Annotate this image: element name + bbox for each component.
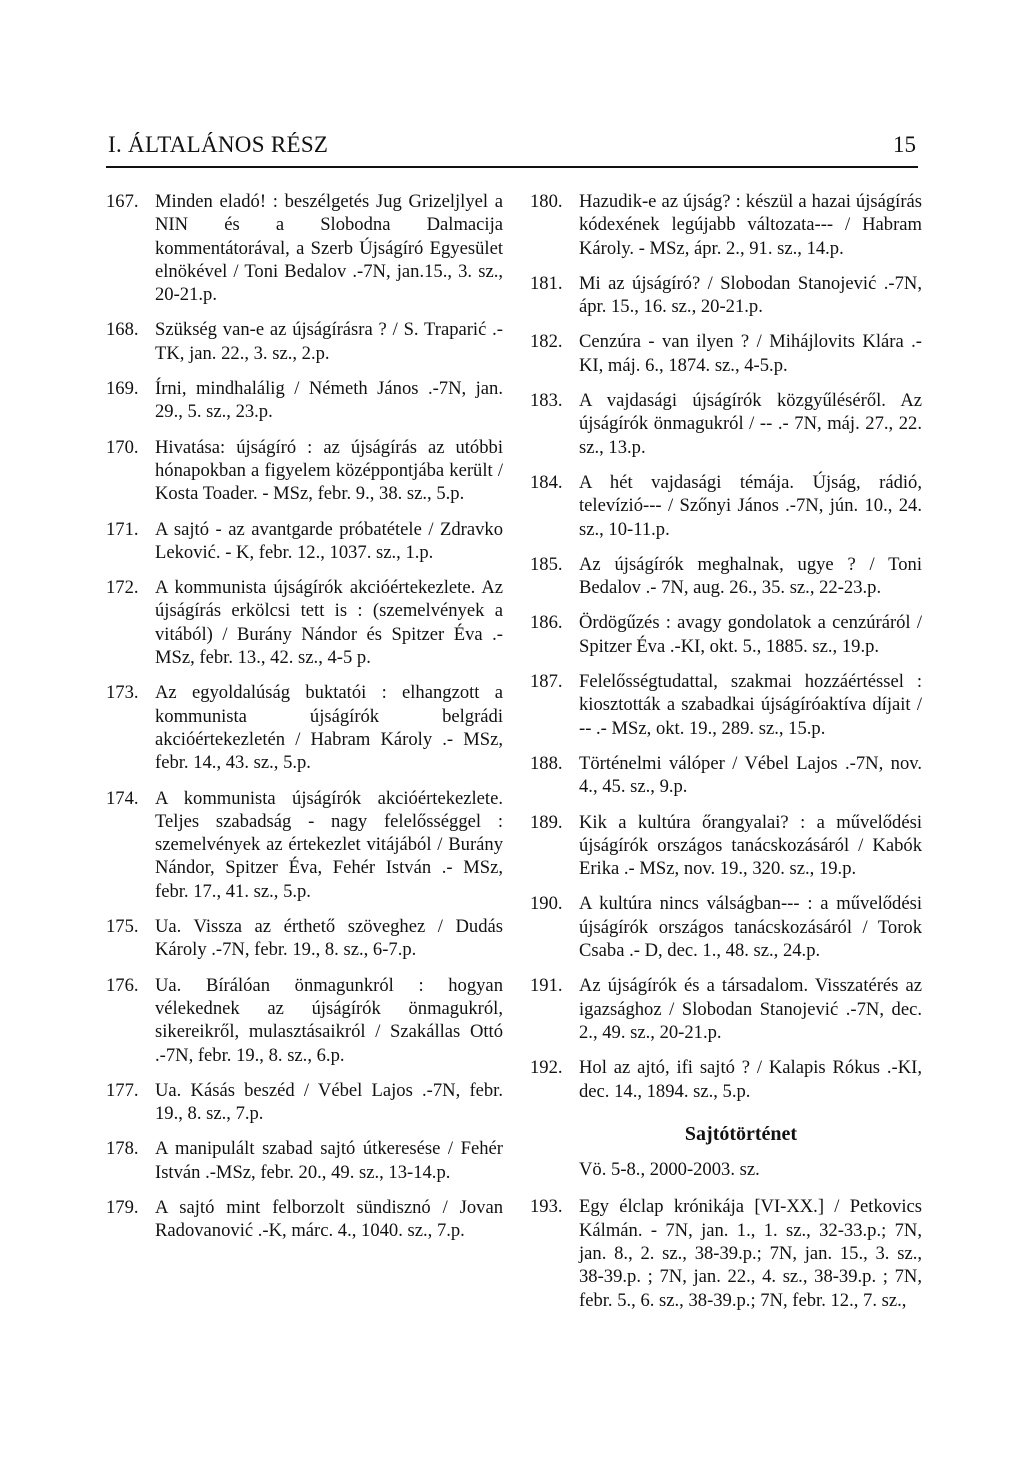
entry-number: 176.	[106, 974, 139, 996]
entry-number: 179.	[106, 1196, 139, 1218]
bibliography-entry	[106, 190, 503, 306]
bibliography-entry	[530, 1195, 922, 1311]
entry-text: A kommunista újságírók akcióértekezlete. Az újságírás erkölcsi tett is : (szemelvények a vitából) / Burány Nándor és Spitzer Éva .-MSz, febr. 13., 42. sz., 4-5 p.	[155, 577, 503, 669]
entry-text: Az újságírók és a társadalom. Visszatérés az igazsághoz / Slobodan Stanojević .-7N, dec. 2., 49. sz., 20-21.p.	[579, 975, 922, 1043]
entry-number: 182.	[530, 331, 563, 353]
entry-text: Az egyoldalúság buktatói : elhangzott a kommunista újságírók belgrádi akcióértekezletén / Habram Károly .- MSz, febr. 14., 43. sz., 5.p.	[155, 682, 503, 774]
entry-number: 190.	[530, 893, 563, 915]
entry-text: Kik a kultúra őrangyalai? : a művelődési újságírók országos tanácskozásáról / Kabók Erika .- MSz, nov. 19., 320. sz., 19.p.	[579, 811, 922, 880]
bibliography-entry	[106, 974, 503, 1067]
entry-number: 175.	[106, 916, 139, 938]
bibliography-entry	[106, 787, 503, 903]
entry-number: 187.	[530, 671, 563, 693]
entry-text: A kultúra nincs válságban--- : a művelődési újságírók országos tanácskozásáról / Torok Csaba .- D, dec. 1., 48. sz., 24.p.	[579, 893, 922, 962]
entry-text: Az újságírók meghalnak, ugye ? / Toni Bedalov .- 7N, aug. 26., 35. sz., 22-23.p.	[579, 553, 922, 599]
entry-text: Ördögűzés : avagy gondolatok a cenzúráról / Spitzer Éva .-KI, okt. 5., 1885. sz., 19.p.	[579, 612, 922, 657]
entry-number: 168.	[106, 319, 139, 341]
bibliography-entry	[530, 974, 922, 1044]
entry-number: 172.	[106, 577, 139, 599]
bibliography-entry	[530, 611, 922, 658]
bibliography-entry	[106, 318, 503, 365]
entry-number: 178.	[106, 1138, 139, 1160]
entry-text: A manipulált szabad sajtó útkeresése / Fehér István .-MSz, febr. 20., 49. sz., 13-14.p.	[155, 1138, 503, 1183]
entry-text: Történelmi válóper / Vébel Lajos .-7N, nov. 4., 45. sz., 9.p.	[579, 752, 922, 798]
entry-number: 183.	[530, 390, 563, 412]
entry-number: 184.	[530, 471, 563, 493]
bibliography-entry	[106, 576, 503, 669]
section-cross-reference: Vö. 5-8., 2000-2003. sz.	[579, 1159, 760, 1181]
bibliography-entry	[530, 471, 922, 541]
entry-number: 174.	[106, 787, 139, 809]
bibliography-entry	[530, 1056, 922, 1103]
entry-text: A sajtó - az avantgarde próbatétele / Zdravko Leković. - K, febr. 12., 1037. sz., 1.p.	[155, 518, 503, 563]
bibliography-entry	[106, 681, 503, 774]
entry-text: Felelősségtudattal, szakmai hozzáértéssel : kiosztották a szabadkai újságíróaktíva díjait / -- .- MSz, okt. 19., 289. sz., 15.p.	[579, 671, 922, 739]
bibliography-entry	[530, 670, 922, 740]
bibliography-entry	[530, 752, 922, 799]
bibliography-entry	[106, 915, 503, 962]
entry-text: Egy élclap krónikája [VI-XX.] / Petkovics Kálmán. - 7N, jan. 1., 1. sz., 32-33.p.; 7N, jan. 8., 2. sz., 38-39.p.; 7N, jan. 15., 3. sz., 38-39.p. ; 7N, jan. 22., 4. sz., 38-39.p. ; 7N, febr. 5., 6. sz., 38-39.p.; 7N, febr. 12., 7. sz.,	[579, 1196, 922, 1311]
entry-number: 181.	[530, 272, 563, 294]
entry-number: 189.	[530, 811, 563, 833]
entry-text: Minden eladó! : beszélgetés Jug Grizeljlyel a NIN és a Slobodna Dalmacija kommentátorával, a Szerb Újságíró Egyesület elnökével / Toni Bedalov .-7N, jan.15., 3. sz., 20-21.p.	[155, 191, 503, 306]
entry-text: Hazudik-e az újság? : készül a hazai újságírás kódexének legújabb változata--- / Habram Károly. - MSz, ápr. 2., 91. sz., 14.p.	[579, 191, 922, 259]
entry-text: Mi az újságíró? / Slobodan Stanojević .-7N, ápr. 15., 16. sz., 20-21.p.	[579, 272, 922, 318]
left-column	[106, 190, 503, 1255]
entry-number: 173.	[106, 682, 139, 704]
bibliography-entry	[106, 1196, 503, 1243]
chapter-title: I. ÁLTALÁNOS RÉSZ	[108, 132, 329, 157]
bibliography-entry	[530, 190, 922, 260]
entry-text: A kommunista újságírók akcióértekezlete. Teljes szabadság - nagy felelősséggel : szemelvények az értekezlet vitájából / Burány Nándor, Spitzer Éva, Fehér István .- MSz, febr. 17., 41. sz., 5.p.	[155, 787, 503, 902]
entry-text: A hét vajdasági témája. Újság, rádió, televízió--- / Szőnyi János .-7N, jún. 10., 24. sz., 10-11.p.	[579, 471, 922, 540]
entry-number: 171.	[106, 518, 139, 540]
bibliography-entry	[530, 389, 922, 459]
entry-number: 177.	[106, 1079, 139, 1101]
page-header	[106, 128, 918, 168]
bibliography-entry	[106, 1137, 503, 1184]
entry-text: Ua. Kásás beszéd / Vébel Lajos .-7N, febr. 19., 8. sz., 7.p.	[155, 1079, 503, 1125]
entry-text: A sajtó mint felborzolt sündisznó / Jovan Radovanović .-K, márc. 4., 1040. sz., 7.p.	[155, 1196, 503, 1242]
bibliography-entry	[106, 436, 503, 506]
entry-number: 192.	[530, 1057, 563, 1079]
bibliography-entry	[530, 811, 922, 881]
entry-text: Hivatása: újságíró : az újságírás az utóbbi hónapokban a figyelem középpontjába került / Kosta Toader. - MSz, febr. 9., 38. sz., 5.p.	[155, 436, 503, 505]
entry-number: 193.	[530, 1196, 563, 1218]
entry-number: 167.	[106, 191, 139, 212]
entry-number: 185.	[530, 553, 563, 575]
entry-text: Hol az ajtó, ifi sajtó ? / Kalapis Rókus .-KI, dec. 14., 1894. sz., 5.p.	[579, 1057, 922, 1102]
entry-text: A vajdasági újságírók közgyűléséről. Az újságírók önmagukról / -- .- 7N, máj. 27., 22. sz., 13.p.	[579, 390, 922, 458]
entry-number: 180.	[530, 191, 563, 212]
bibliography-entry	[530, 330, 922, 377]
right-column	[530, 190, 922, 1324]
bibliography-entry	[106, 518, 503, 565]
entry-number: 169.	[106, 378, 139, 400]
bibliography-entry	[530, 553, 922, 600]
page-number: 15	[893, 132, 916, 157]
entry-number: 191.	[530, 975, 563, 997]
entry-text: Ua. Vissza az érthető szöveghez / Dudás Károly .-7N, febr. 19., 8. sz., 6-7.p.	[155, 916, 503, 961]
entry-number: 170.	[106, 436, 139, 458]
bibliography-entry	[530, 892, 922, 962]
entry-text: Szükség van-e az újságírásra ? / S. Traparić .-TK, jan. 22., 3. sz., 2.p.	[155, 319, 503, 364]
section-heading: Sajtótörténet	[684, 1122, 798, 1145]
bibliography-entry	[106, 377, 503, 424]
entry-text: Ua. Bírálóan önmagunkról : hogyan vélekednek az újságírók önmagukról, sikereikről, mulasztásaikról / Szakállas Ottó .-7N, febr. 19., 8. sz., 6.p.	[155, 974, 503, 1066]
entry-number: 188.	[530, 752, 563, 774]
bibliography-entry	[106, 1079, 503, 1126]
entry-text: Írni, mindhalálig / Németh János .-7N, jan. 29., 5. sz., 23.p.	[155, 378, 503, 423]
entry-number: 186.	[530, 612, 563, 634]
entry-text: Cenzúra - van ilyen ? / Mihájlovits Klára .- KI, máj. 6., 1874. sz., 4-5.p.	[579, 331, 922, 376]
bibliography-entry	[530, 272, 922, 319]
